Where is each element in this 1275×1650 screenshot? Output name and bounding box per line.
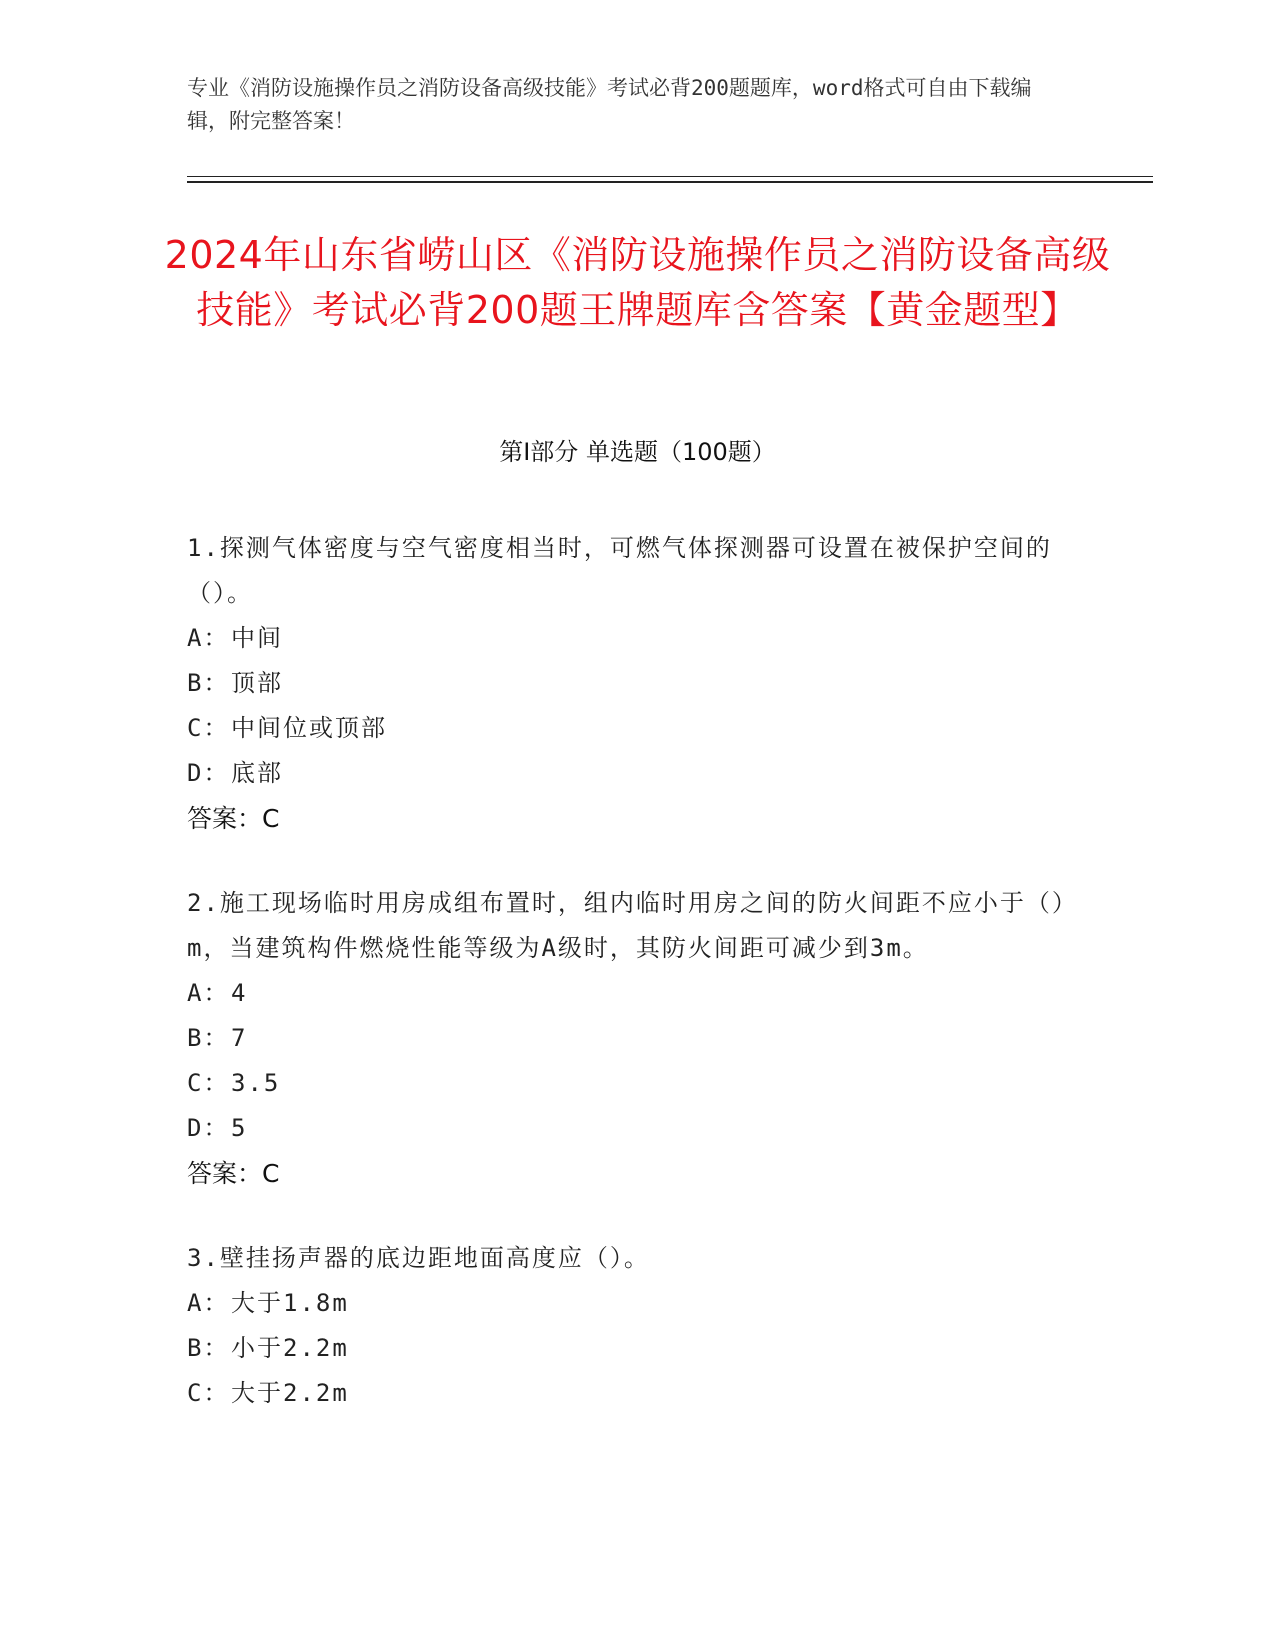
option-key: D：	[187, 1114, 230, 1142]
question-text: 1.探测气体密度与空气密度相当时，可燃气体探测器可设置在被保护空间的（）。	[187, 534, 1052, 607]
option-a	[187, 971, 1067, 1016]
option-value: 小于2.2m	[231, 1334, 349, 1362]
option-value: 顶部	[231, 669, 283, 697]
option-value: 底部	[231, 759, 283, 787]
option-a	[187, 616, 1067, 661]
section-title: 第I部分 单选题（100题）	[499, 438, 776, 466]
option-d	[187, 751, 1067, 796]
option-key: A：	[187, 624, 230, 652]
option-value: 3.5	[231, 1069, 281, 1097]
option-c	[187, 1061, 1067, 1106]
option-key: B：	[187, 669, 230, 697]
question-item	[187, 881, 1067, 1196]
question-item	[187, 1236, 1067, 1416]
option-key: B：	[187, 1024, 230, 1052]
header-divider-bottom	[187, 181, 1153, 183]
option-key: A：	[187, 979, 230, 1007]
option-b	[187, 1016, 1067, 1061]
option-value: 中间	[231, 624, 283, 652]
question-text: 2.施工现场临时用房成组布置时，组内临时用房之间的防火间距不应小于（）m，当建筑构件燃烧性能等级为A级时，其防火间距可减少到3m。	[187, 889, 1066, 962]
option-value: 7	[231, 1024, 248, 1052]
option-value: 大于2.2m	[231, 1379, 349, 1407]
document-title: 2024年山东省崂山区《消防设施操作员之消防设备高级技能》考试必背200题王牌题库含答案【黄金题型】	[164, 233, 1111, 332]
question-item	[187, 526, 1067, 841]
option-b	[187, 661, 1067, 706]
option-d	[187, 1106, 1067, 1151]
option-key: D：	[187, 759, 230, 787]
option-a	[187, 1281, 1067, 1326]
option-c	[187, 706, 1067, 751]
option-key: C：	[187, 1069, 230, 1097]
option-b	[187, 1326, 1067, 1371]
question-text: 3.壁挂扬声器的底边距地面高度应（）。	[187, 1244, 650, 1272]
option-value: 4	[231, 979, 248, 1007]
header-note: 专业《消防设施操作员之消防设备高级技能》考试必背200题题库，word格式可自由下载编辑，附完整答案！	[187, 76, 1032, 133]
answer-label: 答案：C	[187, 804, 280, 833]
option-c	[187, 1371, 1067, 1416]
option-key: A：	[187, 1289, 230, 1317]
option-value: 5	[231, 1114, 248, 1142]
answer-label: 答案：C	[187, 1159, 280, 1188]
question-list	[187, 526, 1067, 1456]
option-value: 大于1.8m	[231, 1289, 349, 1317]
option-value: 中间位或顶部	[231, 714, 387, 742]
option-key: C：	[187, 1379, 230, 1407]
option-key: B：	[187, 1334, 230, 1362]
header-divider-top	[187, 176, 1153, 177]
option-key: C：	[187, 714, 230, 742]
